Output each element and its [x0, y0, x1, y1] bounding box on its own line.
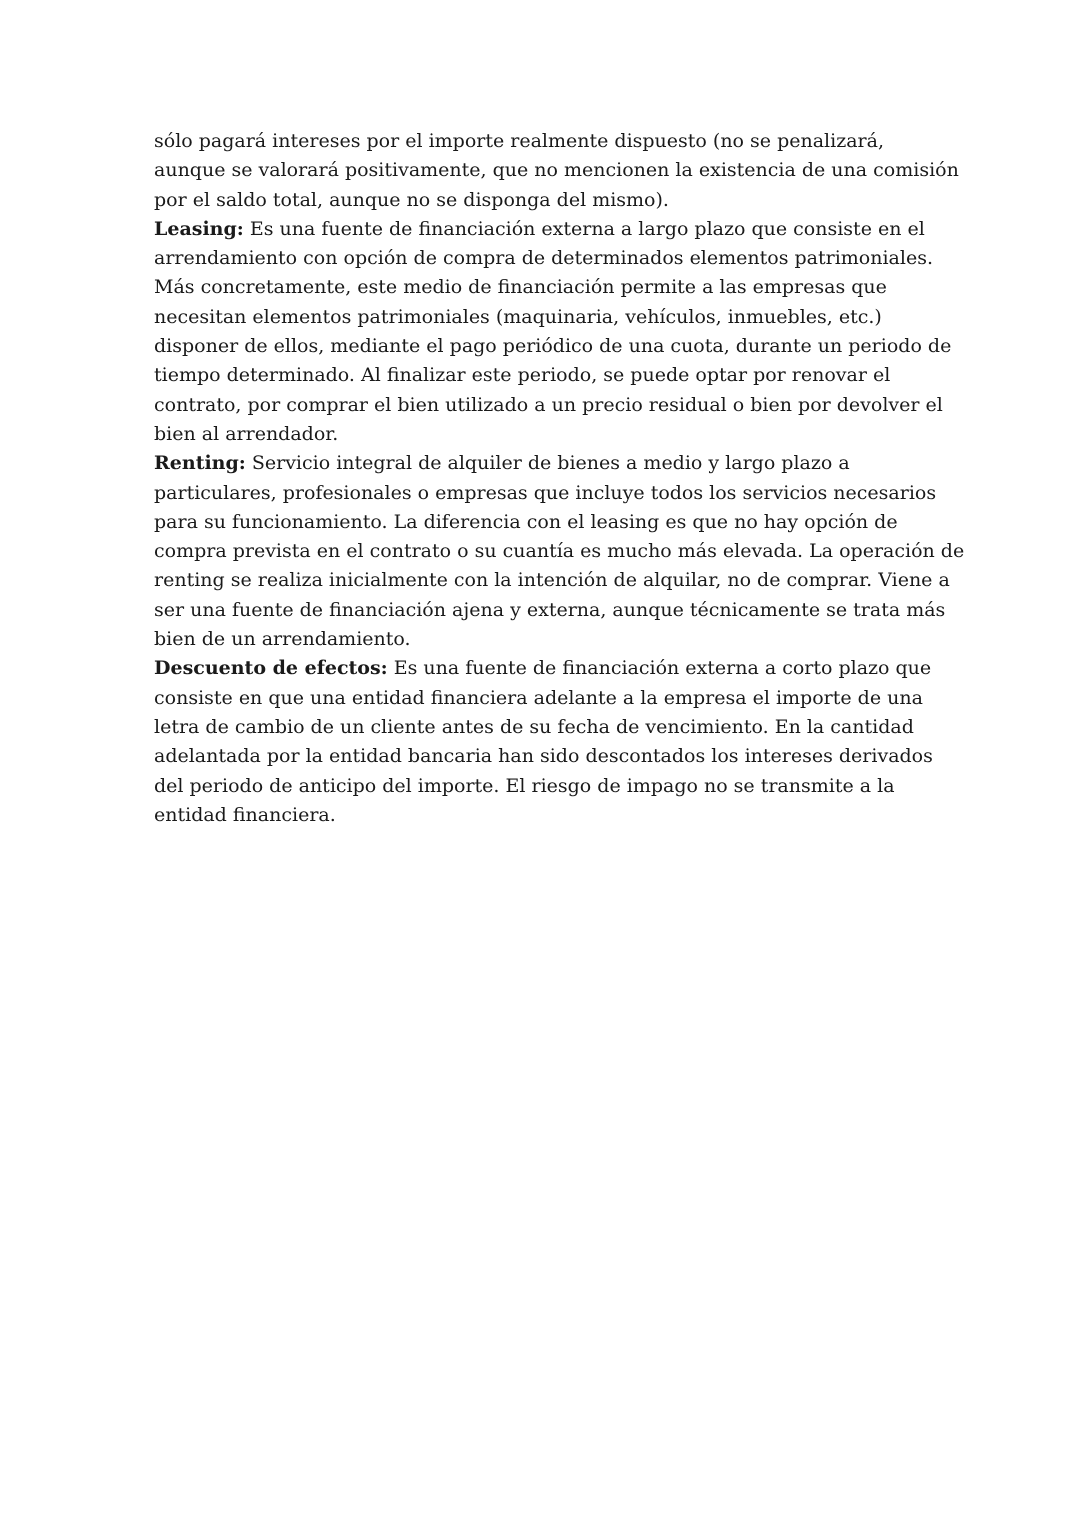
text-line: entidad financiera.: [154, 803, 336, 826]
text-line: del periodo de anticipo del importe. El riesgo de impago no se transmite a la: [154, 774, 895, 797]
intro-paragraph: [154, 127, 959, 215]
leasing-term: Leasing:: [154, 217, 244, 240]
text-line: Más concretamente, este medio de financiación permite a las empresas que: [154, 276, 887, 299]
text-line: bien de un arrendamiento.: [154, 628, 411, 651]
text-line: para su funcionamiento. La diferencia con el leasing es que no hay opción de: [154, 510, 898, 533]
leasing-first-line: Es una fuente de financiación externa a largo plazo que consiste en el: [243, 217, 925, 240]
text-line: contrato, por comprar el bien utilizado a un precio residual o bien por devolver el: [154, 393, 943, 416]
text-line: por el saldo total, aunque no se disponga del mismo).: [154, 188, 669, 211]
text-line: adelantada por la entidad bancaria han sido descontados los intereses derivados: [154, 745, 933, 768]
descuento-term: Descuento de efectos:: [154, 657, 388, 680]
text-line: compra prevista en el contrato o su cuantía es mucho más elevada. La operación de: [154, 540, 965, 563]
text-line: sólo pagará intereses por el importe realmente dispuesto (no se penalizará,: [154, 130, 884, 152]
text-line: letra de cambio de un cliente antes de su fecha de vencimiento. En la cantidad: [154, 715, 914, 738]
text-line: arrendamiento con opción de compra de determinados elementos patrimoniales.: [154, 247, 933, 270]
renting-term: Renting:: [154, 452, 246, 475]
text-line: necesitan elementos patrimoniales (maquinaria, vehículos, inmuebles, etc.): [154, 305, 882, 328]
leasing-paragraph: [154, 215, 952, 449]
descuento-first-line: Es una fuente de financiación externa a corto plazo que: [387, 657, 932, 680]
text-line: disponer de ellos, mediante el pago periódico de una cuota, durante un periodo de: [154, 335, 952, 358]
descuento-paragraph: [154, 654, 944, 830]
text-line: renting se realiza inicialmente con la intención de alquilar, no de comprar. Viene a: [154, 569, 950, 592]
renting-paragraph: [154, 449, 965, 654]
text-line: [154, 449, 944, 478]
text-line: ser una fuente de financiación ajena y externa, aunque técnicamente se trata más: [154, 598, 946, 621]
text-line: bien al arrendador.: [154, 422, 339, 445]
text-line: particulares, profesionales o empresas que incluye todos los servicios necesarios: [154, 481, 937, 504]
text-line: consiste en que una entidad financiera adelante a la empresa el importe de una: [154, 686, 923, 709]
text-line: tiempo determinado. Al finalizar este periodo, se puede optar por renovar el: [154, 364, 891, 387]
text-line: aunque se valorará positivamente, que no mencionen la existencia de una comisión: [154, 159, 959, 182]
text-line: [154, 654, 944, 683]
document-body: [154, 127, 965, 830]
renting-first-line: Servicio integral de alquiler de bienes a medio y largo plazo a: [245, 452, 850, 475]
text-line: [154, 215, 944, 244]
